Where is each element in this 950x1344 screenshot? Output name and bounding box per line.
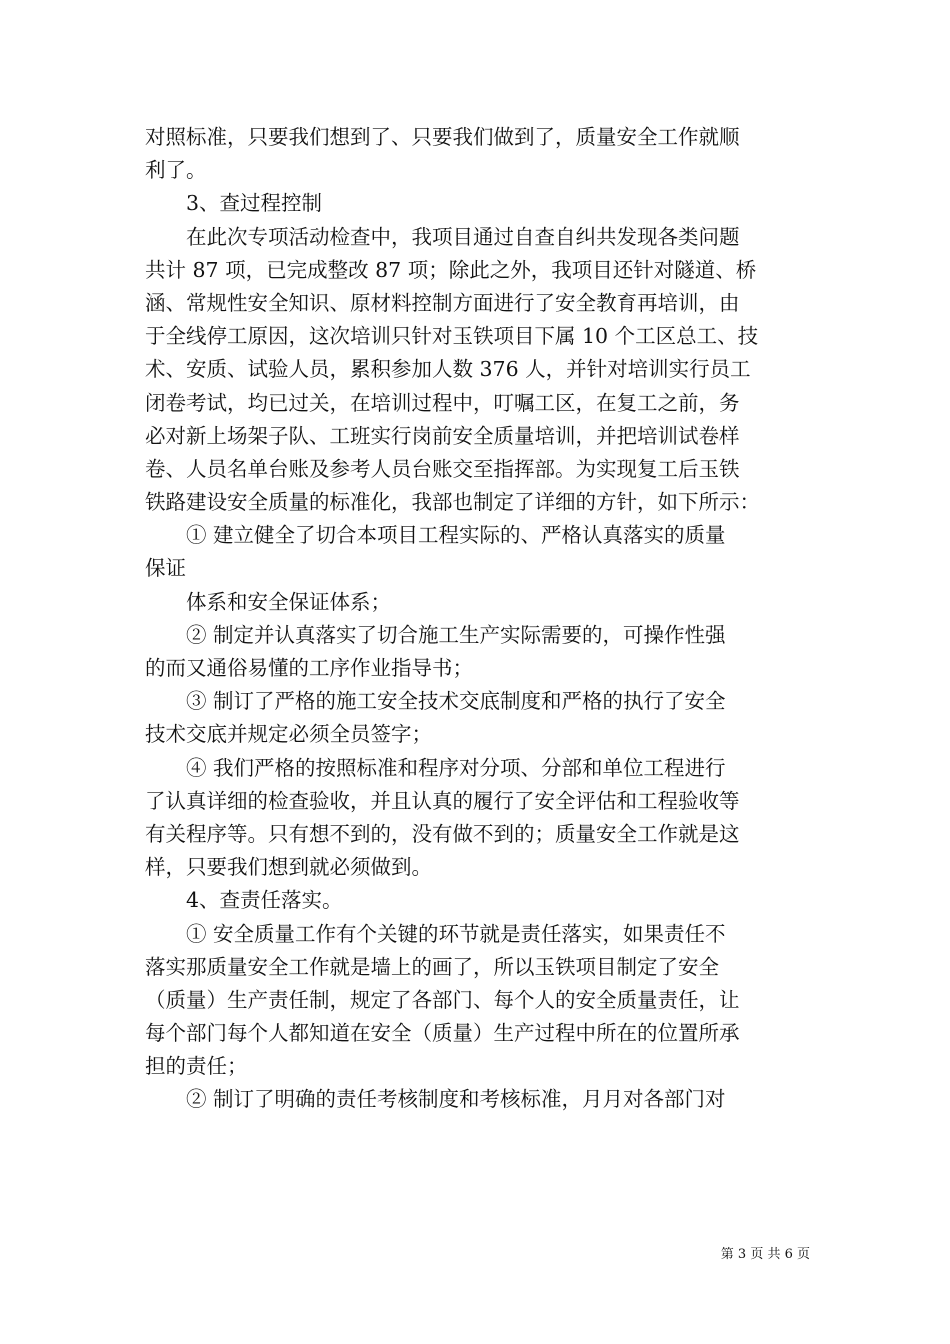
text-line: 利了。 [145, 158, 207, 183]
text-line: 对照标准，只要我们想到了、只要我们做到了，质量安全工作就顺 [145, 125, 740, 149]
text-line: 铁路建设安全质量的标准化，我部也制定了详细的方针，如下所示： [145, 490, 760, 515]
list-item: ② 制定并认真落实了切合施工生产实际需要的，可操作性强 [186, 622, 726, 647]
text-line: 闭卷考试，均已过关，在培训过程中，叮嘱工区，在复工之前，务 [145, 390, 740, 415]
list-item: ④ 我们严格的按照标准和程序对分项、分部和单位工程进行 [186, 755, 726, 780]
list-item: ③ 制订了严格的施工安全技术交底制度和严格的执行了安全 [186, 689, 726, 714]
page-number: 第 3 页 共 6 页 [720, 1247, 810, 1262]
text-line: 在此次专项活动检查中，我项目通过自查自纠共发现各类问题 [186, 224, 740, 249]
text-line: 体系和安全保证体系； [186, 589, 391, 614]
list-item: ① 建立健全了切合本项目工程实际的、严格认真落实的质量 [186, 523, 726, 548]
text-line: 担的责任； [145, 1054, 248, 1079]
text-line: 的而又通俗易懂的工序作业指导书； [145, 656, 473, 680]
section-heading: 4、查责任落实。 [186, 888, 343, 913]
list-item: ② 制订了明确的责任考核制度和考核标准，月月对各部门对 [186, 1087, 726, 1112]
text-line: 涵、常规性安全知识、原材料控制方面进行了安全教育再培训，由 [145, 290, 740, 315]
text-line: 必对新上场架子队、工班实行岗前安全质量培训，并把培训试卷样 [145, 423, 740, 448]
list-item: ① 安全质量工作有个关键的环节就是责任落实，如果责任不 [186, 921, 726, 946]
document-body [145, 121, 810, 1117]
text-line: 每个部门每个人都知道在安全（质量）生产过程中所在的位置所承 [145, 1021, 740, 1046]
text-line: 保证 [145, 556, 186, 581]
text-line: （质量）生产责任制，规定了各部门、每个人的安全质量责任，让 [145, 987, 740, 1012]
text-line: 样，只要我们想到就必须做到。 [145, 855, 432, 880]
text-line: 了认真详细的检查验收，并且认真的履行了安全评估和工程验收等 [145, 788, 740, 813]
text-line: 落实那质量安全工作就是墙上的画了，所以玉铁项目制定了安全 [145, 954, 719, 979]
text-line: 共计 87 项，已完成整改 87 项；除此之外，我项目还针对隧道、桥 [145, 257, 757, 282]
text-line: 于全线停工原因，这次培训只针对玉铁项目下属 10 个工区总工、技 [145, 324, 759, 349]
section-heading: 3、查过程控制 [186, 191, 323, 216]
text-line: 术、安质、试验人员，累积参加人数 376 人，并针对培训实行员工 [145, 357, 751, 382]
text-line: 有关程序等。只有想不到的，没有做不到的；质量安全工作就是这 [145, 821, 740, 846]
text-line: 卷、人员名单台账及参考人员台账交至指挥部。为实现复工后玉铁 [145, 456, 740, 481]
text-line: 技术交底并规定必须全员签字； [145, 722, 432, 747]
